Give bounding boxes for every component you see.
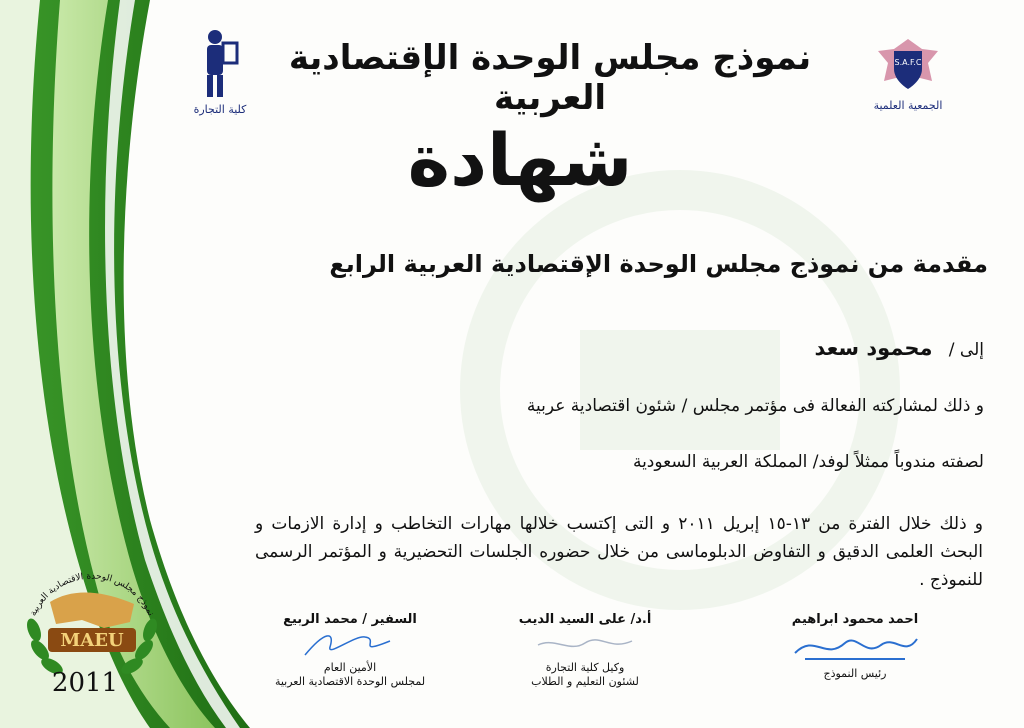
signatory-role: الأمين العام bbox=[323, 661, 377, 674]
handwritten-signature bbox=[530, 627, 640, 661]
emblem-year: 2011 bbox=[51, 668, 119, 698]
right-logo-caption: الجمعية العلمية bbox=[873, 99, 943, 112]
signatory-name: أ.د/ على السيد الديب bbox=[518, 612, 652, 627]
scientific-society-logo bbox=[872, 35, 944, 115]
right-logo-badge-text: S.A.F.C bbox=[894, 58, 922, 67]
recipient-line bbox=[814, 336, 984, 360]
delegate-line: لصفته مندوباً ممثلاً لوفد/ المملكة العربية السعودية bbox=[632, 452, 984, 472]
signatory-role-org: لشئون التعليم و الطلاب bbox=[531, 675, 639, 688]
pharaoh-figure-icon bbox=[185, 25, 255, 103]
participation-line: و ذلك لمشاركته الفعالة فى مؤتمر مجلس / شئون اقتصادية عربية bbox=[526, 396, 984, 416]
handwritten-signature bbox=[785, 627, 925, 667]
certificate-subtitle: مقدمة من نموذج مجلس الوحدة الإقتصادية العربية الرابع bbox=[329, 250, 988, 278]
commerce-faculty-logo bbox=[185, 25, 255, 120]
description-paragraph: و ذلك خلال الفترة من ١٣-١٥ إبريل ٢٠١١ و التى إكتسب خلالها مهارات التخاطب و إدارة الازمات و البحث العلمى الدقيق و التفاوض الدبلوماسى من خلال حضوره الجلسات التحضيرية و المؤتمر الرسمى للنموذج . bbox=[255, 514, 983, 590]
signature-vice-dean bbox=[485, 612, 685, 689]
signatory-role: رئيس النموذج bbox=[823, 667, 887, 680]
emblem-ring-textpath: نموذج مجلس الوحدة الاقتصادية العربية bbox=[28, 571, 156, 618]
signature-model-president bbox=[755, 612, 955, 681]
signatory-role-org: لمجلس الوحدة الاقتصادية العربية bbox=[274, 675, 426, 688]
left-logo-caption: كلية التجارة bbox=[193, 103, 247, 116]
signature-secretary-general bbox=[250, 612, 450, 689]
certificate-title: شهادة bbox=[407, 118, 633, 202]
to-label: إلى / bbox=[948, 340, 984, 360]
signatory-role: وكيل كلية التجارة bbox=[545, 661, 625, 674]
handwritten-signature bbox=[295, 627, 405, 661]
emblem-acronym: MAEU bbox=[60, 630, 124, 651]
signatory-name: السفير / محمد الربيع bbox=[283, 612, 417, 627]
shield-emblem-icon bbox=[872, 35, 944, 99]
header-title: نموذج مجلس الوحدة الإقتصادية العربية bbox=[288, 38, 812, 118]
recipient-name: محمود سعد bbox=[814, 336, 933, 360]
signatory-name: احمد محمود ابراهيم bbox=[791, 612, 919, 627]
